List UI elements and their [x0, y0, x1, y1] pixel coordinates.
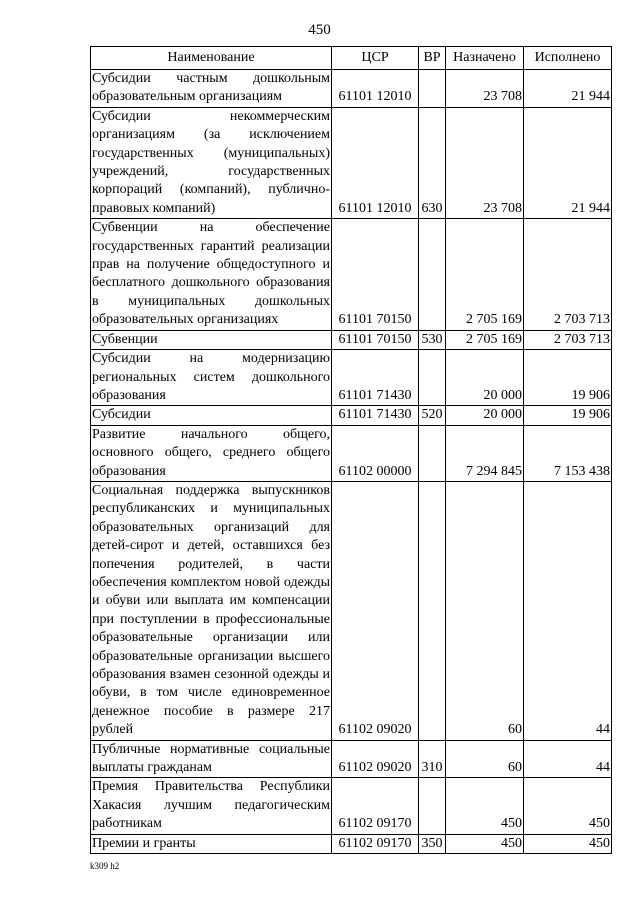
cell-csr: 61102 09020 — [332, 740, 419, 778]
table-row — [91, 406, 612, 425]
header-executed: Исполнено — [524, 47, 612, 70]
header-name: Наименование — [91, 47, 332, 70]
table-header-row — [91, 47, 612, 70]
cell-planned: 2 705 169 — [446, 219, 524, 330]
cell-name: Развитие начального общего, основного общего, среднего общего образования — [91, 425, 332, 481]
page-number: 450 — [308, 22, 331, 38]
cell-csr: 61102 09020 — [332, 481, 419, 740]
table-row — [91, 481, 612, 740]
cell-name: Премия Правительства Республики Хакасия лучшим педагогическим работникам — [91, 778, 332, 834]
cell-name: Субсидии некоммерческим организациям (за исключением государственных (муниципальных) учреждений, государственных корпораций (компаний), публично-правовых компаний) — [91, 107, 332, 218]
table-row — [91, 330, 612, 349]
cell-planned: 60 — [446, 740, 524, 778]
table-row — [91, 740, 612, 778]
table-body — [91, 70, 612, 854]
cell-vr — [419, 778, 446, 834]
cell-executed: 19 906 — [524, 350, 612, 406]
cell-name: Публичные нормативные социальные выплаты гражданам — [91, 740, 332, 778]
table-row — [91, 425, 612, 481]
cell-csr: 61101 70150 — [332, 330, 419, 349]
cell-planned: 20 000 — [446, 350, 524, 406]
header-csr: ЦСР — [332, 47, 419, 70]
cell-planned: 23 708 — [446, 70, 524, 108]
cell-planned: 450 — [446, 778, 524, 834]
cell-vr: 310 — [419, 740, 446, 778]
cell-executed: 19 906 — [524, 406, 612, 425]
table-row — [91, 350, 612, 406]
table-row — [91, 778, 612, 834]
cell-vr — [419, 70, 446, 108]
cell-csr: 61101 71430 — [332, 350, 419, 406]
cell-vr — [419, 350, 446, 406]
cell-planned: 7 294 845 — [446, 425, 524, 481]
cell-csr: 61102 00000 — [332, 425, 419, 481]
header-vr: ВР — [419, 47, 446, 70]
header-planned: Назначено — [446, 47, 524, 70]
cell-executed: 2 703 713 — [524, 330, 612, 349]
cell-csr: 61102 09170 — [332, 834, 419, 853]
cell-csr: 61102 09170 — [332, 778, 419, 834]
cell-name: Субсидии частным дошкольным образовательным организациям — [91, 70, 332, 108]
cell-name: Субсидии — [91, 406, 332, 425]
table-row — [91, 834, 612, 853]
cell-planned: 60 — [446, 481, 524, 740]
cell-name: Субсидии на модернизацию региональных систем дошкольного образования — [91, 350, 332, 406]
table-row — [91, 219, 612, 330]
cell-executed: 450 — [524, 778, 612, 834]
cell-vr — [419, 425, 446, 481]
cell-planned: 23 708 — [446, 107, 524, 218]
cell-csr: 61101 12010 — [332, 70, 419, 108]
cell-vr: 350 — [419, 834, 446, 853]
table-row — [91, 70, 612, 108]
cell-executed: 7 153 438 — [524, 425, 612, 481]
cell-name: Субвенции — [91, 330, 332, 349]
cell-name: Социальная поддержка выпускников республиканских и муниципальных образовательных организаций для детей-сирот и детей, оставшихся без попечения родителей, в части обеспечения комплектом новой одежды и обуви или выплата им компенсации при поступлении в профессиональные образовательные организации или образовательные организации высшего образования взамен сезонной одежды и обуви, в том числе единовременное денежное пособие в размере 217 рублей — [91, 481, 332, 740]
cell-name: Субвенции на обеспечение государственных гарантий реализации прав на получение общедоступного и бесплатного дошкольного образования в муниципальных дошкольных образовательных организациях — [91, 219, 332, 330]
cell-vr — [419, 219, 446, 330]
cell-planned: 20 000 — [446, 406, 524, 425]
footer-code: k309 h2 — [90, 861, 120, 871]
table-row — [91, 107, 612, 218]
cell-executed: 21 944 — [524, 107, 612, 218]
cell-executed: 450 — [524, 834, 612, 853]
cell-vr: 630 — [419, 107, 446, 218]
cell-csr: 61101 71430 — [332, 406, 419, 425]
cell-csr: 61101 70150 — [332, 219, 419, 330]
cell-vr: 530 — [419, 330, 446, 349]
cell-csr: 61101 12010 — [332, 107, 419, 218]
cell-vr: 520 — [419, 406, 446, 425]
cell-name: Премии и гранты — [91, 834, 332, 853]
cell-executed: 44 — [524, 481, 612, 740]
cell-executed: 2 703 713 — [524, 219, 612, 330]
budget-execution-table — [90, 46, 612, 854]
cell-planned: 2 705 169 — [446, 330, 524, 349]
cell-planned: 450 — [446, 834, 524, 853]
cell-executed: 44 — [524, 740, 612, 778]
cell-vr — [419, 481, 446, 740]
cell-executed: 21 944 — [524, 70, 612, 108]
